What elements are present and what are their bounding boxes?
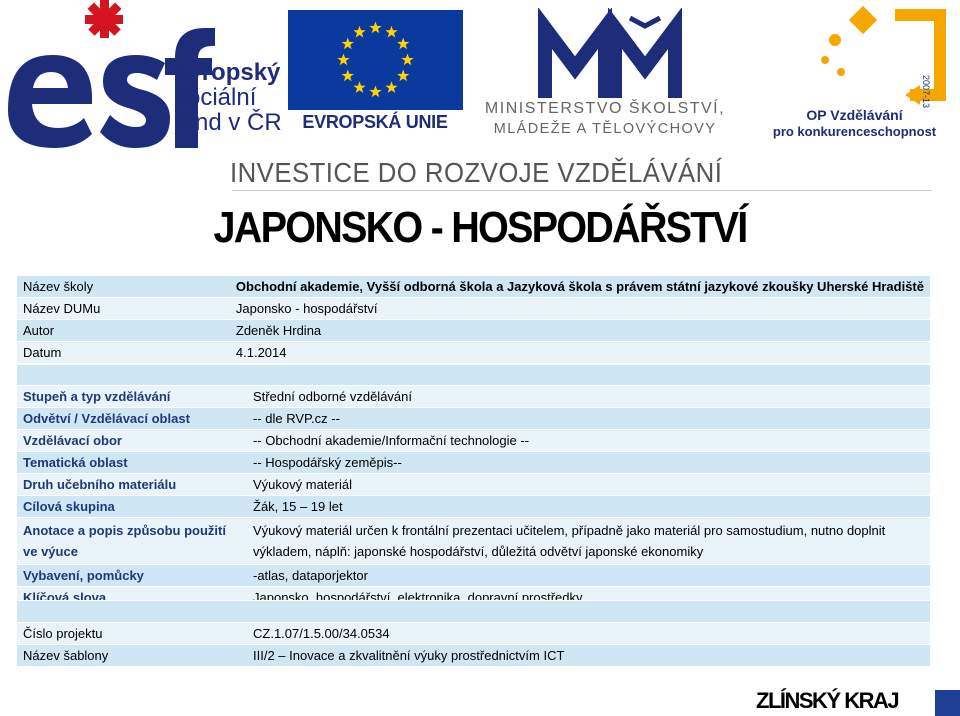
- eu-label: EVROPSKÁ UNIE: [302, 112, 448, 132]
- label-cell: Název školy: [17, 276, 230, 298]
- label-cell: Název šablony: [17, 645, 247, 667]
- table-row: [17, 386, 930, 408]
- table-row: [17, 342, 930, 364]
- investice-banner: INVESTICE DO ROZVOJE VZDĚLÁVÁNÍ: [230, 157, 723, 188]
- banner-divider: [232, 190, 932, 191]
- school-info-table: [17, 275, 930, 363]
- value-cell: 4.1.2014: [230, 342, 930, 364]
- project-info-table: [17, 600, 930, 666]
- value-cell: Japonsko - hospodářství: [230, 298, 930, 320]
- table-row: [17, 496, 930, 518]
- label-cell: Vzdělávací obor: [17, 430, 247, 452]
- value-cell: Zdeněk Hrdina: [230, 320, 930, 342]
- education-info-table: [17, 364, 930, 608]
- table-row: [17, 298, 930, 320]
- label-cell: Cílová skupina: [17, 496, 247, 518]
- msmt-line2: MLÁDEŽE A TĚLOVÝCHOVY: [493, 121, 717, 137]
- table-row: [17, 565, 930, 587]
- label-cell: Stupeň a typ vzdělávání: [17, 386, 247, 408]
- table-spacer-row: [17, 601, 930, 623]
- table-row: [17, 408, 930, 430]
- esf-wordmark: [175, 60, 282, 135]
- zlinsky-kraj-mark: [935, 690, 960, 716]
- op-year: 2007-13: [921, 75, 931, 109]
- table-spacer-row: [17, 365, 930, 386]
- label-cell: Název DUMu: [17, 298, 230, 320]
- label-cell: Anotace a popis způsobu použití ve výuce: [17, 518, 247, 565]
- value-cell: -- Hospodářský zeměpis--: [247, 452, 930, 474]
- value-cell: III/2 – Inovace a zkvalitnění výuky prostřednictvím ICT: [247, 645, 930, 667]
- value-cell: Střední odborné vzdělávání: [247, 386, 930, 408]
- value-cell: -atlas, dataporjektor: [247, 565, 930, 587]
- esf-line3: fond v ČR: [175, 109, 282, 136]
- table-row: [17, 474, 930, 496]
- table-row: [17, 276, 930, 298]
- label-cell: Autor: [17, 320, 230, 342]
- value-cell: -- dle RVP.cz --: [247, 408, 930, 430]
- op-line2: pro konkurenceschopnost: [772, 124, 937, 139]
- label-cell: Datum: [17, 342, 230, 364]
- op-line1: OP Vzdělávání: [806, 107, 903, 123]
- msmt-line1: MINISTERSTVO ŠKOLSTVÍ,: [484, 100, 726, 117]
- table-row: [17, 452, 930, 474]
- page-title: JAPONSKO - HOSPODÁŘSTVÍ: [213, 203, 747, 252]
- label-cell: Klíčová slova: [17, 587, 247, 609]
- label-cell: Tematická oblast: [17, 452, 247, 474]
- table-row: [17, 320, 930, 342]
- value-cell: Výukový materiál: [247, 474, 930, 496]
- value-cell: Žák, 15 – 19 let: [247, 496, 930, 518]
- label-cell: Druh učebního materiálu: [17, 474, 247, 496]
- value-cell: CZ.1.07/1.5.00/34.0534: [247, 623, 930, 645]
- value-cell: Výukový materiál určen k frontální prezentaci učitelem, případně jako materiál pro samostudium, nutno doplnit výkladem, náplň: japonské hospodářství, důležitá odvětví japonské ekonomiky: [247, 518, 930, 565]
- table-row: [17, 518, 930, 565]
- value-cell: -- Obchodní akademie/Informační technologie --: [247, 430, 930, 452]
- table-row: [17, 645, 930, 667]
- table-row: [17, 623, 930, 645]
- esf-line2: sociální: [175, 84, 257, 111]
- table-row: [17, 430, 930, 452]
- label-cell: Číslo projektu: [17, 623, 247, 645]
- esf-line1: evropský: [175, 59, 281, 86]
- value-cell: Obchodní akademie, Vyšší odborná škola a Jazyková škola s právem státní jazykové zkoušky Uherské Hradiště: [230, 276, 930, 298]
- label-cell: Odvětví / Vzdělávací oblast: [17, 408, 247, 430]
- value-cell: Japonsko, hospodářství, elektronika, dopravní prostředky: [247, 587, 930, 609]
- zlinsky-kraj-logo: ZLÍNSKÝ KRAJ: [756, 688, 899, 713]
- label-cell: Vybavení, pomůcky: [17, 565, 247, 587]
